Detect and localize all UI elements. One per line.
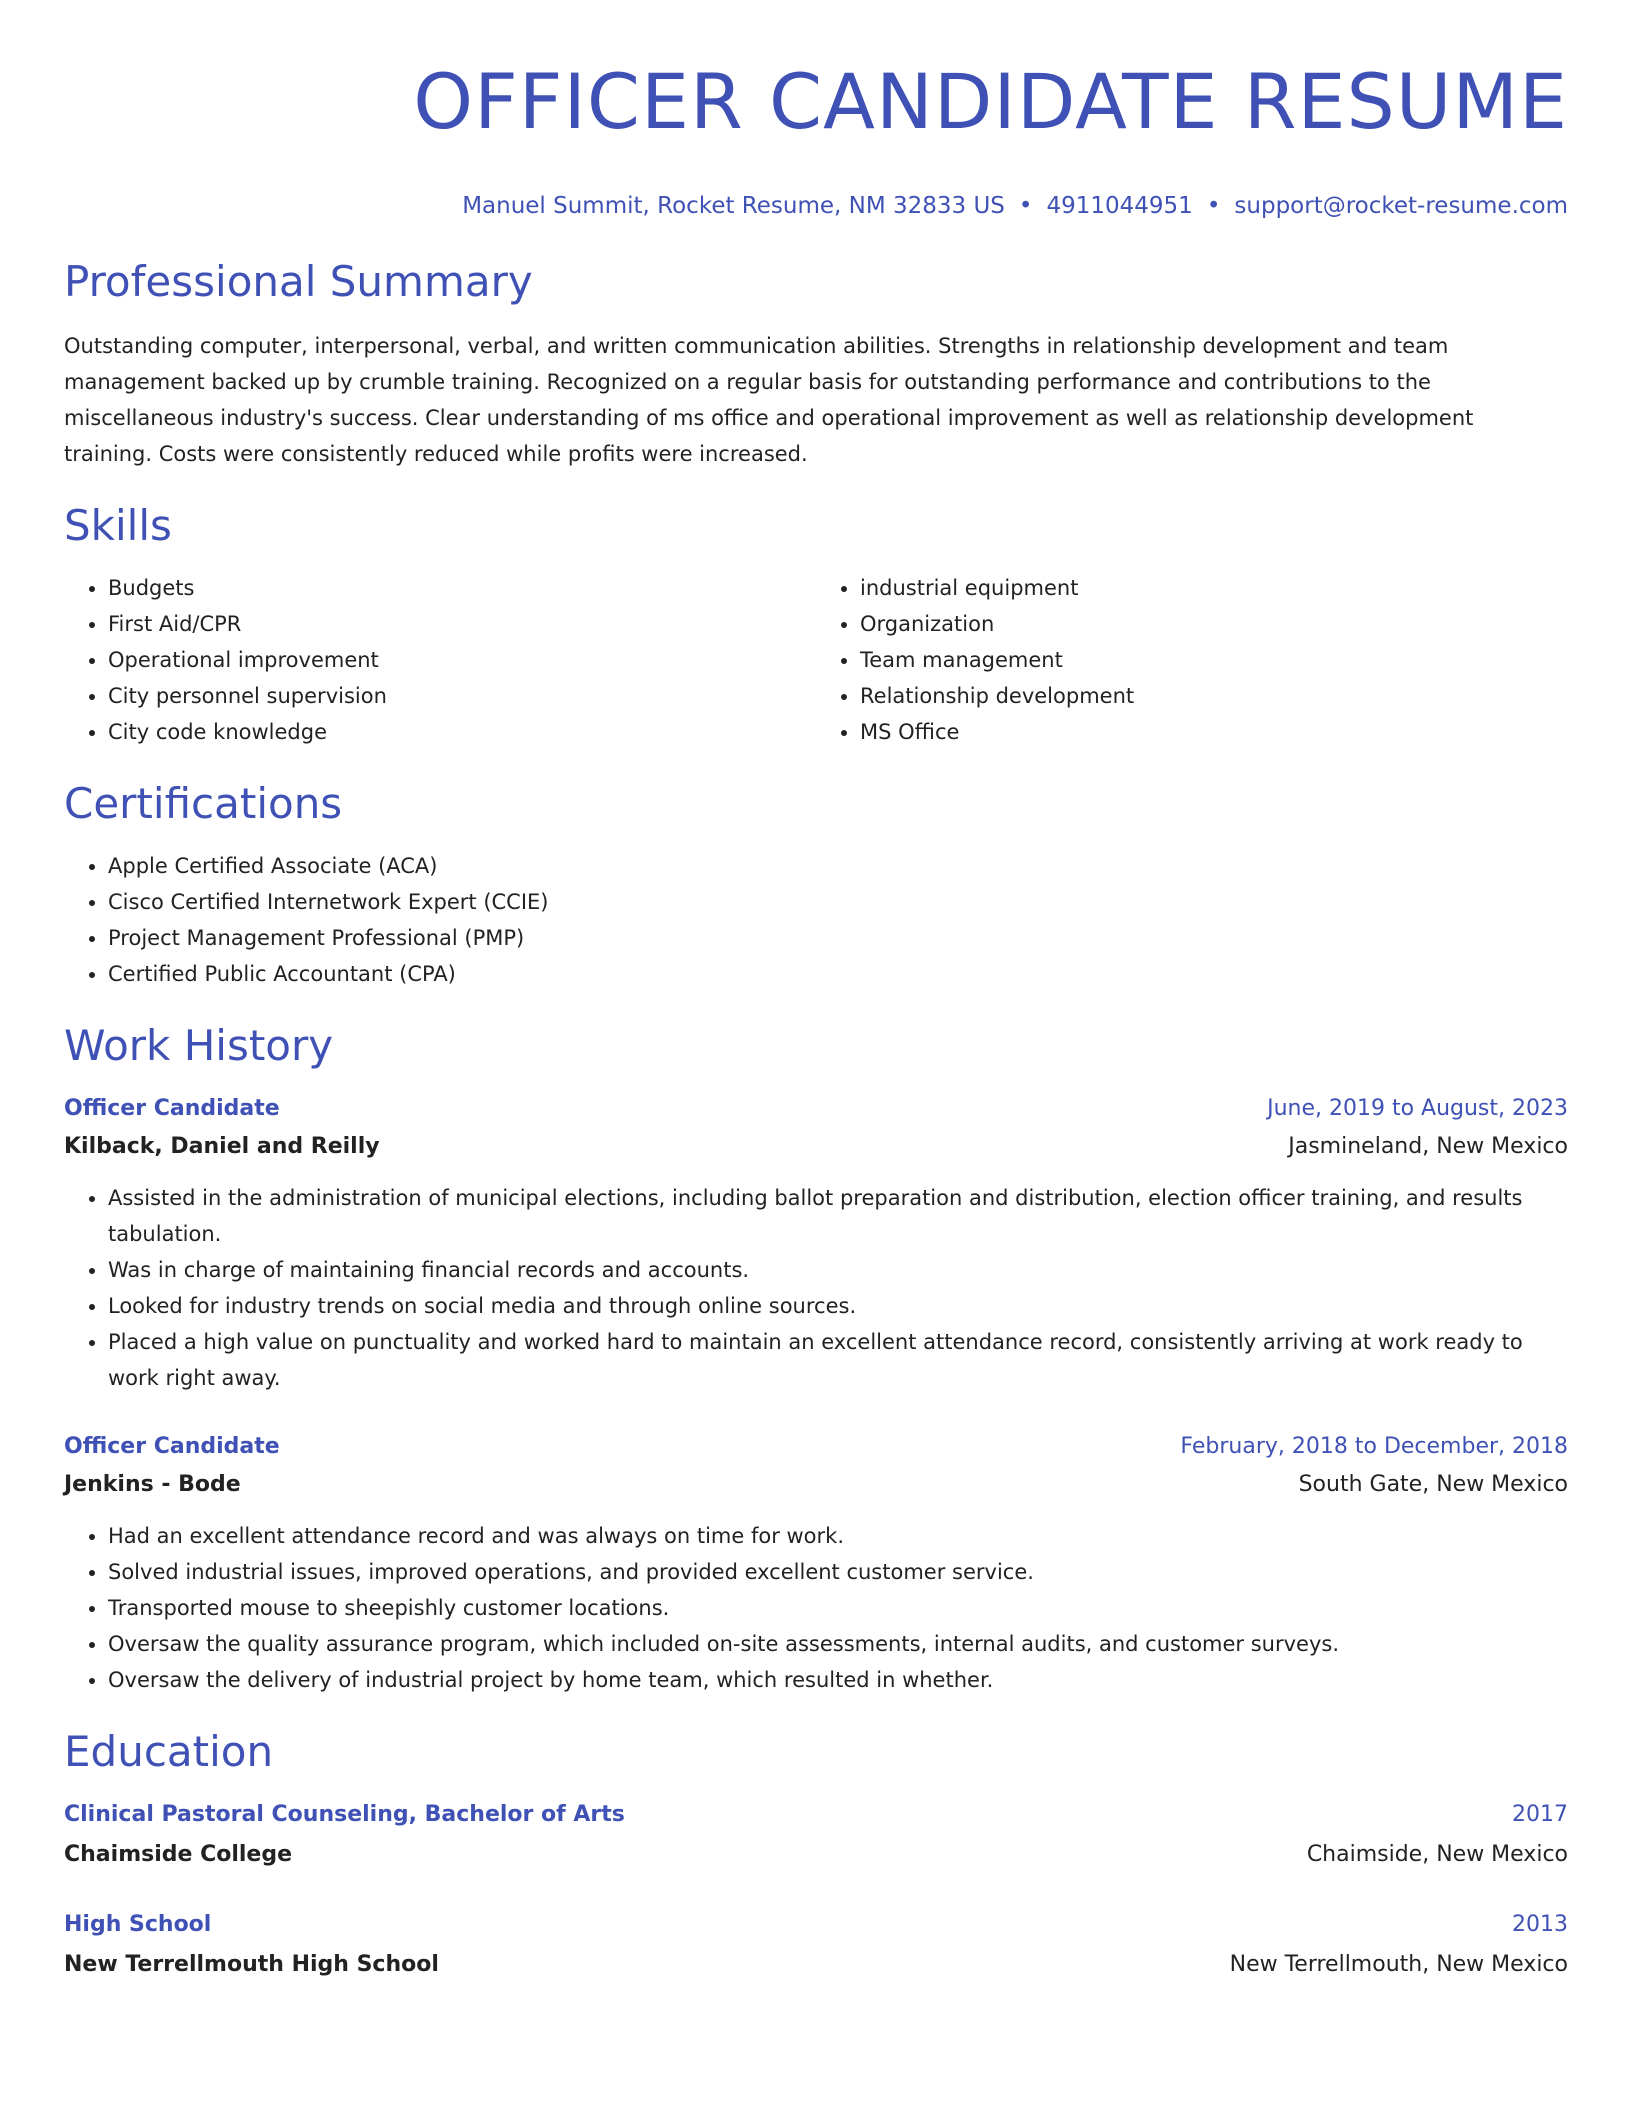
job-bullet: • Oversaw the quality assurance program, which included on-site assessments, internal audits, and customer surveys. (108, 1626, 1568, 1662)
job-bullet: • Placed a high value on punctuality and worked hard to maintain an excellent attendance record, consistently arriving at work ready to work right away. (108, 1324, 1568, 1396)
education-entry (64, 1796, 1568, 1874)
skill-item: • Relationship development (860, 678, 1568, 714)
education-degree: High School (64, 1912, 212, 1937)
skill-item: • Operational improvement (108, 642, 816, 678)
job-dates: June, 2019 to August, 2023 (1267, 1096, 1568, 1121)
section-title-education: Education (64, 1727, 274, 1776)
section-title-summary: Professional Summary (64, 257, 533, 306)
education-degree: Clinical Pastoral Counseling, Bachelor of Arts (64, 1802, 625, 1827)
certification-item: • Apple Certified Associate (ACA) (108, 848, 1568, 884)
job-company: Kilback, Daniel and Reilly (64, 1134, 380, 1159)
resume-title: OFFICER CANDIDATE RESUME (413, 57, 1568, 146)
skills-column-left (64, 570, 816, 750)
certification-item: • Cisco Certified Internetwork Expert (CCIE) (108, 884, 1568, 920)
job-role: Officer Candidate (64, 1096, 280, 1121)
education-school: Chaimside College (64, 1842, 293, 1867)
resume-header (64, 56, 1568, 222)
skills-section (64, 500, 1568, 750)
section-title-skills: Skills (64, 501, 172, 550)
education-entry (64, 1906, 1568, 1984)
contact-phone: 4911044951 (1046, 193, 1193, 219)
education-school: New Terrellmouth High School (64, 1952, 439, 1977)
contact-separator: • (1206, 193, 1221, 219)
job-company-row (64, 1128, 1568, 1166)
job-bullet: • Was in charge of maintaining financial records and accounts. (108, 1252, 1568, 1288)
job-company: Jenkins - Bode (64, 1472, 241, 1497)
education-year: 2013 (1512, 1912, 1568, 1937)
skills-columns (64, 570, 1568, 750)
skill-item: • MS Office (860, 714, 1568, 750)
contact-separator: • (1018, 193, 1033, 219)
skill-item: • City code knowledge (108, 714, 816, 750)
job-company-row (64, 1466, 1568, 1504)
education-header-row (64, 1906, 1568, 1944)
education-header-row (64, 1796, 1568, 1834)
skill-item: • Organization (860, 606, 1568, 642)
education-location: New Terrellmouth, New Mexico (1229, 1952, 1568, 1977)
education-year: 2017 (1512, 1802, 1568, 1827)
job-role: Officer Candidate (64, 1434, 280, 1459)
certification-item: • Project Management Professional (PMP) (108, 920, 1568, 956)
job-entry (64, 1428, 1568, 1698)
skills-list-right (816, 570, 1568, 750)
job-location: South Gate, New Mexico (1298, 1472, 1568, 1497)
job-header-row (64, 1090, 1568, 1128)
job-entry (64, 1090, 1568, 1396)
job-bullet: • Had an excellent attendance record and was always on time for work. (108, 1518, 1568, 1554)
skills-list-left (64, 570, 816, 750)
section-title-certifications: Certifications (64, 779, 343, 828)
education-school-row (64, 1836, 1568, 1874)
section-title-work-history: Work History (64, 1021, 334, 1070)
skill-item: • Budgets (108, 570, 816, 606)
job-bullet: • Assisted in the administration of municipal elections, including ballot preparation and distribution, election officer training, and results tabulation. (108, 1180, 1568, 1252)
certifications-section (64, 778, 1568, 992)
summary-text: Outstanding computer, interpersonal, verbal, and written communication abilities. Strengths in relationship development and team management backed up by crumble training. Recognized on a regular basis for outstanding performance and contributions to the miscellaneous industry's success. Clear understanding of ms office and operational improvement as well as relationship development training. Costs were consistently reduced while profits were increased. (64, 334, 1474, 466)
certifications-list (64, 848, 1568, 992)
job-bullet: • Oversaw the delivery of industrial project by home team, which resulted in whether. (108, 1662, 1568, 1698)
education-school-row (64, 1946, 1568, 1984)
skill-item: • City personnel supervision (108, 678, 816, 714)
job-bullets (64, 1518, 1568, 1698)
job-bullets (64, 1180, 1568, 1396)
job-bullet: • Looked for industry trends on social media and through online sources. (108, 1288, 1568, 1324)
job-bullet: • Solved industrial issues, improved operations, and provided excellent customer service. (108, 1554, 1568, 1590)
skill-item: • industrial equipment (860, 570, 1568, 606)
job-header-row (64, 1428, 1568, 1466)
education-section (64, 1726, 1568, 1984)
skill-item: • Team management (860, 642, 1568, 678)
skills-column-right (816, 570, 1568, 750)
contact-email: support@rocket-resume.com (1234, 193, 1568, 219)
education-location: Chaimside, New Mexico (1306, 1842, 1568, 1867)
certification-item: • Certified Public Accountant (CPA) (108, 956, 1568, 992)
work-history-section (64, 1020, 1568, 1698)
contact-line (64, 190, 1568, 222)
contact-address: Manuel Summit, Rocket Resume, NM 32833 US (462, 193, 1005, 219)
job-location: Jasmineland, New Mexico (1288, 1134, 1568, 1159)
summary-section (64, 256, 1568, 472)
job-bullet: • Transported mouse to sheepishly customer locations. (108, 1590, 1568, 1626)
skill-item: • First Aid/CPR (108, 606, 816, 642)
job-dates: February, 2018 to December, 2018 (1180, 1434, 1568, 1459)
